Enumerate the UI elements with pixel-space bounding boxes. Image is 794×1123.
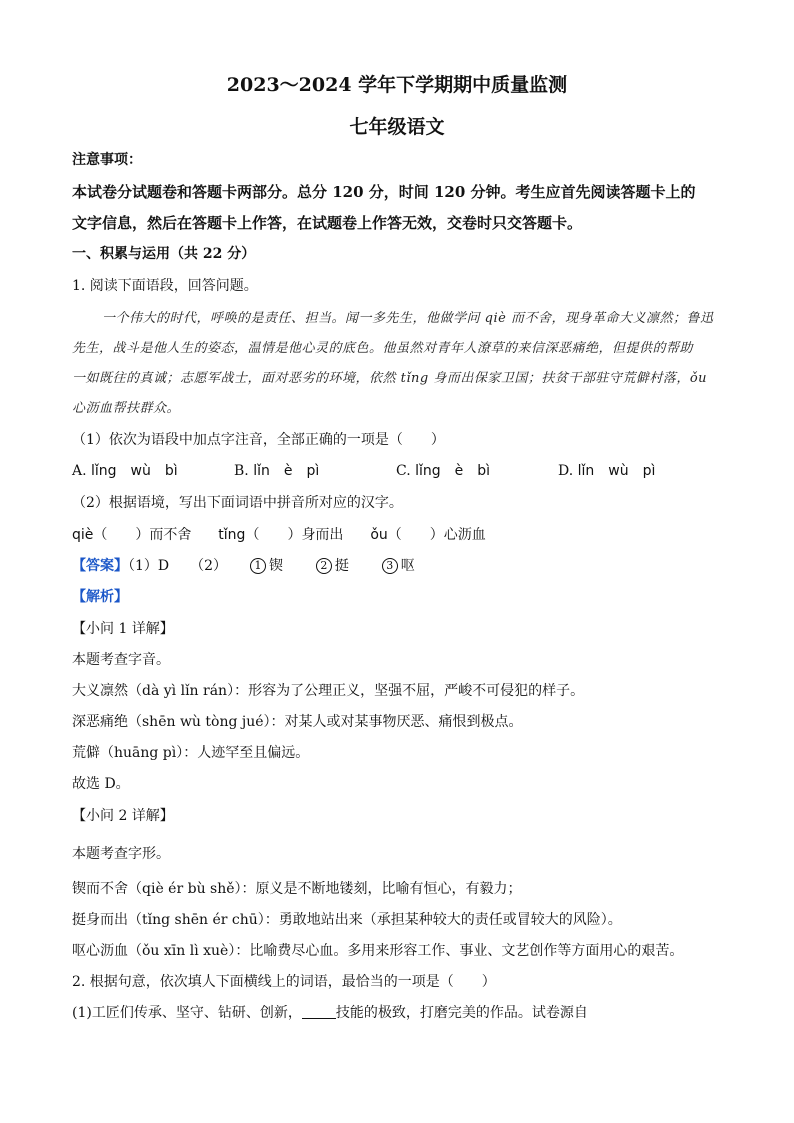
fill-blank-row [72,525,486,545]
option-text: lǐn wù pì [577,463,656,479]
option-letter: C. [396,463,411,479]
notice-line-2: 文字信息，然后在答题卡上作答，在试题卷上作答无效，交卷时只交答题卡。 [72,214,583,232]
answer-label: 【答案】 [72,558,128,574]
option-text: lǐn è pì [253,463,320,479]
passage-line: 心沥血帮扶群众。 [72,401,181,416]
analysis-line: 挺身而出（tǐng shēn ér chū）：勇敢地站出来（承担某种较大的责任或冒较大的风险）。 [72,912,622,928]
section-heading: 一、积累与运用（共 22 分） [72,246,256,262]
passage-line: 一个伟大的时代，呼唤的是责任、担当。闻一多先生，他做学问 qiè 而不舍，现身革命大义凛然；鲁迅 [102,311,714,326]
fill-item: tǐng（ ）身而出 [218,527,344,543]
passage-line: 一如既往的真诚；志愿军战士，面对恶劣的环境，依然 tǐng 身而出保家卫国；扶贫干部驻守荒僻村落，ǒu [72,371,708,386]
option-letter: B. [234,463,249,479]
option-b [234,461,319,481]
analysis-line: 大义凛然（dà yì lǐn rán）：形容为了公理正义，坚强不屈，严峻不可侵犯的样子。 [72,683,585,699]
answer-part-1: （1）D （2） [128,558,228,574]
question-1-stem: 1. 阅读下面语段，回答问题。 [72,278,258,294]
fill-item: qiè（ ）而不舍 [72,527,192,543]
answer-item: 3 呕 [382,558,415,574]
notice-heading: 注意事项： [72,152,142,168]
notice-line-1: 本试卷分试题卷和答题卡两部分。总分 120 分，时间 120 分钟。考生应首先阅读答题卡上的 [72,183,696,201]
fill-item: ǒu（ ）心沥血 [370,527,486,543]
option-c [396,461,490,481]
exam-title: 2023～2024 学年下学期期中质量监测 [226,74,568,96]
option-a [72,461,178,481]
analysis-line: 本题考查字音。 [72,652,170,668]
option-letter: A. [72,463,87,479]
answer-item: 1 锲 [250,558,283,574]
question-2-stem: 2. 根据句意，依次填人下面横线上的词语，最恰当的一项是（ ） [72,974,496,990]
blank-line [302,1004,336,1019]
question-1-sub-1: （1）依次为语段中加点字注音，全部正确的一项是（ ） [72,432,445,448]
question-2-line-1: (1)工匠们传承、坚守、钻研、创新， 技能的极致，打磨完美的作品。试卷源自 [72,1005,588,1021]
analysis-line: 锲而不舍（qiè ér bù shě）：原义是不断地镂刻，比喻有恒心，有毅力； [72,881,522,897]
answer-item: 2 挺 [316,558,349,574]
analysis-line: 故选 D。 [72,776,130,792]
analysis-line: 本题考查字形。 [72,846,170,862]
question-1-sub-2: （2）根据语境，写出下面词语中拼音所对应的汉字。 [72,495,403,511]
sub-question-2-heading: 【小问 2 详解】 [72,808,174,824]
analysis-label: 【解析】 [72,589,128,605]
analysis-line: 呕心沥血（ǒu xīn lì xuè）：比喻费尽心血。多用来形容工作、事业、文艺创作等方面用心的艰苦。 [72,943,684,959]
option-text: lǐng wù bì [91,463,178,479]
passage-line: 先生，战斗是他人生的姿态，温情是他心灵的底色。他虽然对青年人潦草的来信深恶痛绝，但提供的帮助 [72,341,694,356]
exam-subtitle: 七年级语文 [349,116,445,138]
answer-row [72,556,415,576]
sub-question-1-heading: 【小问 1 详解】 [72,621,174,637]
analysis-line: 深恶痛绝（shēn wù tòng jué）：对某人或对某事物厌恶、痛恨到极点。 [72,714,523,730]
analysis-line: 荒僻（huāng pì）：人迹罕至且偏远。 [72,745,310,761]
option-letter: D. [558,463,574,479]
option-text: lǐng è bì [415,463,491,479]
option-d [558,461,655,481]
